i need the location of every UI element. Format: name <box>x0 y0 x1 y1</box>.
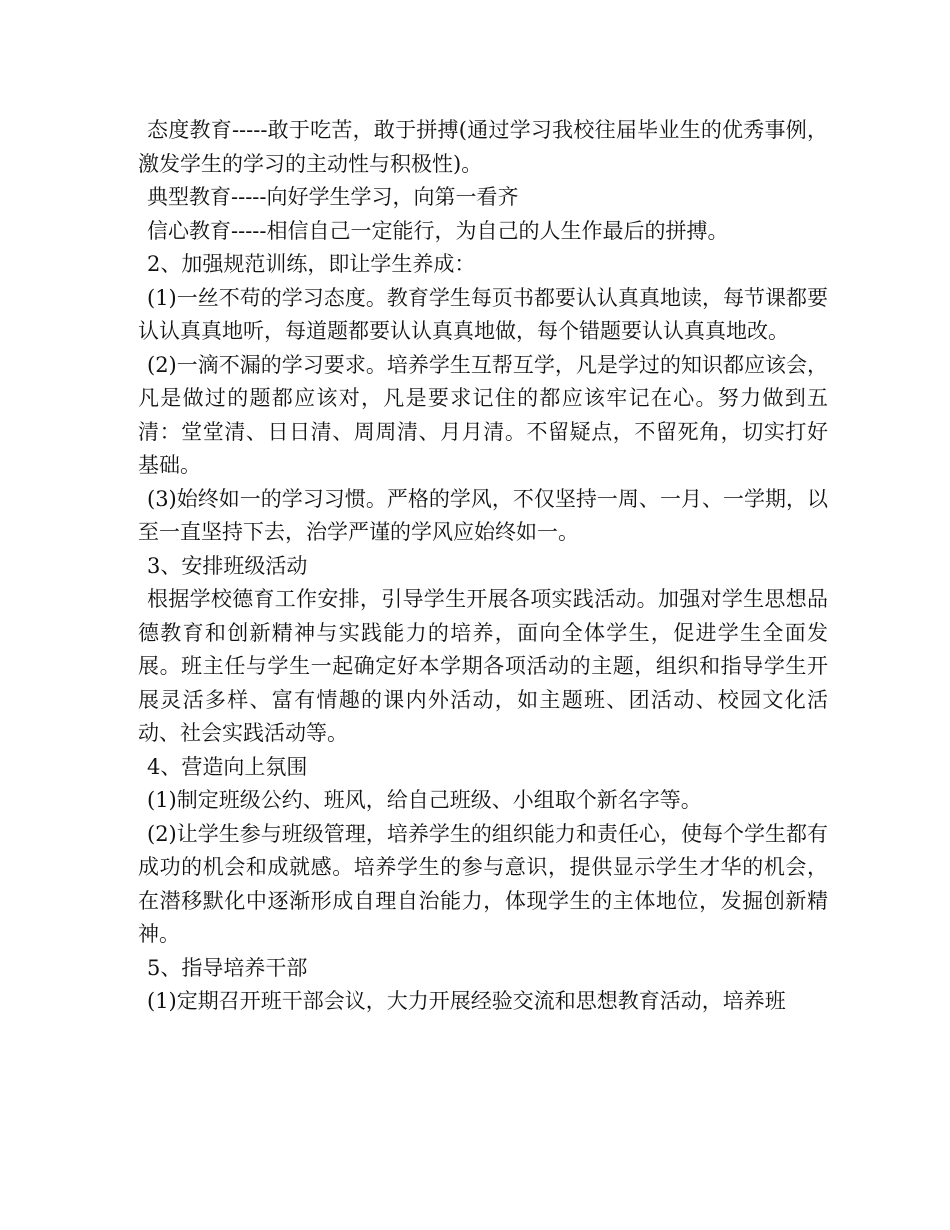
paragraph-model-education: 典型教育-----向好学生学习，向第一看齐 <box>147 185 519 209</box>
document-body <box>138 114 828 1019</box>
paragraph-attitude-education: 态度教育-----敢于吃苦，敢于拼搏(通过学习我校往届毕业生的优秀事例，激发学生的学习的主动性与积极性)。 <box>138 118 828 176</box>
paragraph-class-management: (2)让学生参与班级管理，培养学生的组织能力和责任心，使每个学生都有成功的机会和成就感。培养学生的参与意识，提供显示学生才华的机会，在潜移默化中逐渐形成自理自治能力，体现学生的主体地位，发掘创新精神。 <box>138 821 828 946</box>
paragraph-confidence-education: 信心教育-----相信自己一定能行，为自己的人生作最后的拼搏。 <box>147 218 729 243</box>
paragraph-learning-requirements: (2)一滴不漏的学习要求。培养学生互帮互学，凡是学过的知识都应该会，凡是做过的题都应该对，凡是要求记住的都应该牢记在心。努力做到五清：堂堂清、日日清、周周清、月月清。不留疑点，不留死角，切实打好基础。 <box>138 352 828 477</box>
heading-standard-training: 2、加强规范训练，即让学生养成： <box>147 252 476 276</box>
paragraph-class-activities: 根据学校德育工作安排，引导学生开展各项实践活动。加强对学生思想品德教育和创新精神与实践能力的培养，面向全体学生，促进学生全面发展。班主任与学生一起确定好本学期各项活动的主题，组织和指导学生开展灵活多样、富有情趣的课内外活动，如主题班、团活动、校园文化活动、社会实践活动等。 <box>138 587 828 745</box>
heading-train-leaders: 5、指导培养干部 <box>147 955 308 980</box>
paragraph-learning-habits: (3)始终如一的学习习惯。严格的学风，不仅坚持一周、一月、一学期，以至一直坚持下去，治学严谨的学风应始终如一。 <box>138 486 828 544</box>
heading-positive-atmosphere: 4、营造向上氛围 <box>147 754 308 779</box>
paragraph-learning-attitude: (1)一丝不苟的学习态度。教育学生每页书都要认认真真地读，每节课都要认认真真地听，每道题都要认认真真地做，每个错题要认认真真地改。 <box>138 285 828 343</box>
paragraph-class-convention: (1)制定班级公约、班风，给自己班级、小组取个新名字等。 <box>147 788 702 812</box>
heading-class-activities: 3、安排班级活动 <box>147 553 308 578</box>
paragraph-leader-meetings: (1)定期召开班干部会议，大力开展经验交流和思想教育活动，培养班 <box>147 989 786 1013</box>
